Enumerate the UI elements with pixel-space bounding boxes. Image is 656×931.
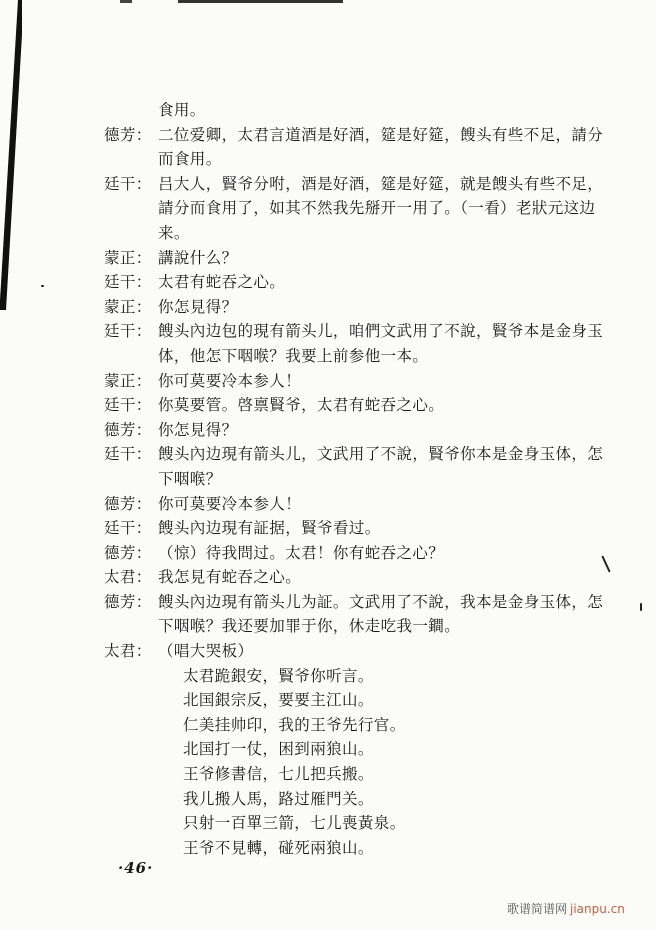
dialogue-text: 餿头內边現有箭头儿为証。文武用了不說，我本是金身玉体，怎 — [158, 592, 604, 611]
dialogue-text: 食用。 — [158, 101, 206, 119]
dialogue-text: 你可莫要冷本参人！ — [158, 494, 302, 513]
dialogue-text: （唱大哭板） — [158, 642, 254, 661]
speaker: 蒙正： — [104, 297, 152, 316]
verse-text: 我儿搬人馬，路过雁門关。 — [183, 789, 374, 808]
script-line — [104, 98, 644, 123]
speaker: 德芳： — [104, 592, 152, 611]
script-line — [104, 295, 644, 320]
speaker: 蒙正： — [104, 248, 152, 267]
script-line — [104, 467, 644, 492]
verse-line — [104, 787, 644, 812]
dialogue-text: 你怎見得？ — [158, 420, 238, 439]
script-line — [104, 614, 644, 639]
verse-line — [104, 811, 644, 836]
speaker: 德芳： — [104, 494, 152, 513]
dialogue-text: 太君有蛇吞之心。 — [158, 273, 286, 292]
speaker: 太君： — [104, 642, 152, 661]
script-line — [104, 196, 644, 221]
watermark-label: 歌谱简谱网 — [507, 902, 568, 916]
speaker: 蒙正： — [104, 371, 152, 390]
script-line — [104, 123, 644, 148]
dialogue-text: 餿头內边包的現有箭头儿，咱們文武用了不說，賢爷本是金身玉 — [158, 322, 604, 341]
speaker: 廷干： — [104, 322, 152, 341]
dialogue-text: 下咽喉？我还要加罪于你，休走吃我一鐧。 — [158, 617, 461, 636]
script-line — [104, 565, 644, 590]
scan-mark — [120, 0, 132, 3]
script-line — [104, 418, 644, 443]
dialogue-text: 吕大人，賢爷分咐，酒是好酒，筵是好筵，就是餿头有些不足， — [158, 174, 604, 193]
dialogue-text: 請分而食用了，如其不然我先掰开一用了。（一看）老狀元这边 — [158, 199, 596, 218]
speaker: 太君： — [104, 568, 152, 587]
verse-text: 北国銀宗反，要要主江山。 — [183, 691, 374, 710]
script-line — [104, 639, 644, 664]
script-line — [104, 319, 644, 344]
verse-text: 仁美挂帅印，我的王爷先行官。 — [183, 715, 406, 734]
script-line — [104, 541, 644, 566]
dialogue-text: 你怎見得？ — [158, 297, 238, 316]
scan-edge-shadow — [0, 0, 22, 927]
speaker: 廷干： — [104, 174, 152, 193]
verse-text: 北国打一仗，困到兩狼山。 — [183, 740, 374, 759]
dialogue-text: （惊）待我問过。太君！你有蛇吞之心？ — [158, 543, 445, 562]
verse-line — [104, 737, 644, 762]
dialogue-text: 来。 — [158, 223, 190, 242]
speaker: 廷干： — [104, 396, 152, 415]
script-page — [104, 98, 644, 860]
script-line — [104, 516, 644, 541]
scan-speck — [41, 285, 44, 287]
verse-line — [104, 664, 644, 689]
script-line — [104, 221, 644, 246]
dialogue-text: 而食用。 — [158, 150, 222, 169]
watermark-site: jianpu.cn — [570, 902, 625, 916]
speaker: 德芳： — [104, 420, 152, 439]
script-line — [104, 393, 644, 418]
dialogue-text: 餿头內边現有箭头儿，文武用了不說，賢爷你本是金身玉体，怎 — [158, 445, 604, 464]
dialogue-text: 你莫要管。啓禀賢爷，太君有蛇吞之心。 — [158, 396, 445, 415]
dialogue-text: 下咽喉？ — [158, 469, 222, 488]
page-number: ·46· — [118, 859, 154, 877]
script-line — [104, 270, 644, 295]
watermark — [507, 900, 625, 917]
scan-speck — [640, 603, 642, 611]
dialogue-text: 講說什么？ — [158, 248, 238, 267]
script-line — [104, 246, 644, 271]
verse-line — [104, 762, 644, 787]
verse-line — [104, 688, 644, 713]
script-line — [104, 147, 644, 172]
speaker: 廷干： — [104, 519, 152, 538]
verse-text: 王爷修書信，七儿把兵搬。 — [183, 765, 374, 784]
verse-text: 王爷不見轉，碰死兩狼山。 — [183, 838, 374, 857]
dialogue-text: 你可莫要冷本参人！ — [158, 371, 302, 390]
dialogue-text: 我怎見有蛇吞之心。 — [158, 568, 302, 587]
verse-line — [104, 836, 644, 861]
speaker: 德芳： — [104, 125, 152, 144]
dialogue-text: 餿头內边現有証据，賢爷看过。 — [158, 519, 381, 538]
dialogue-text: 二位爱卿，太君言道酒是好酒，筵是好筵，餿头有些不足，請分 — [158, 125, 604, 144]
top-rule — [178, 0, 343, 3]
speaker: 廷干： — [104, 445, 152, 464]
script-line — [104, 590, 644, 615]
script-line — [104, 344, 644, 369]
verse-line — [104, 713, 644, 738]
dialogue-text: 体，他怎下咽喉？我要上前参他一本。 — [158, 346, 429, 365]
script-line — [104, 442, 644, 467]
script-line — [104, 172, 644, 197]
verse-text: 太君跪銀安，賢爷你听言。 — [183, 666, 374, 685]
verse-text: 只射一百單三箭，七儿喪黃泉。 — [183, 814, 406, 833]
script-line — [104, 369, 644, 394]
speaker: 廷干： — [104, 273, 152, 292]
speaker: 德芳： — [104, 543, 152, 562]
script-line — [104, 492, 644, 517]
